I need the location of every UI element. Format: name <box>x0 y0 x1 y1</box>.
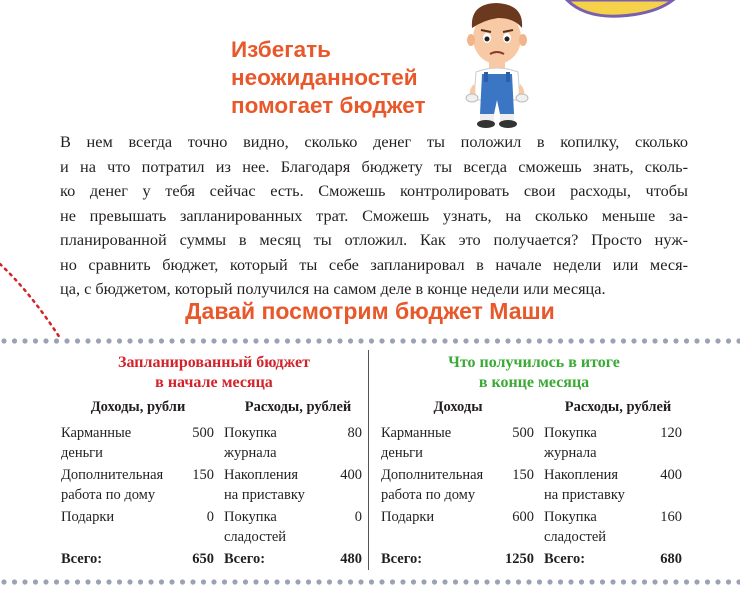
heading-line-1: Избегать <box>231 37 331 62</box>
divider-dot <box>22 338 27 343</box>
divider-dot <box>253 338 258 343</box>
divider-dot <box>327 579 332 584</box>
actual-title <box>378 353 690 393</box>
divider-dot <box>138 579 143 584</box>
divider-dot <box>642 338 647 343</box>
total-expense-label: Всего: <box>224 551 266 567</box>
divider-dot <box>180 338 185 343</box>
expense-label: Накопления на приставку <box>544 467 625 503</box>
divider-dot <box>589 338 594 343</box>
divider-dot <box>369 579 374 584</box>
divider-dot <box>558 579 563 584</box>
divider-dot <box>579 579 584 584</box>
boy-illustration <box>462 0 532 128</box>
income-value: 150 <box>512 467 534 483</box>
divider-dot <box>96 338 101 343</box>
divider-dot <box>432 579 437 584</box>
divider-dot <box>484 579 489 584</box>
divider-dot <box>673 338 678 343</box>
total-income-value: 650 <box>192 551 214 567</box>
divider-dot <box>201 579 206 584</box>
heading-line-3: помогает бюджет <box>231 93 426 118</box>
divider-dot <box>295 579 300 584</box>
divider-dot <box>211 338 216 343</box>
divider-dot <box>495 579 500 584</box>
divider-dot <box>411 579 416 584</box>
divider-dot <box>64 338 69 343</box>
actual-column-headers <box>378 399 690 423</box>
divider-dot <box>705 338 710 343</box>
divider-dot <box>85 579 90 584</box>
divider-dot <box>316 338 321 343</box>
divider-dot <box>516 338 521 343</box>
divider-dot <box>421 338 426 343</box>
divider-dot <box>64 579 69 584</box>
paragraph-line: не превышать запланированных трат. Сможешь узнать, на сколько меньше за- <box>60 205 688 225</box>
divider-dot <box>421 579 426 584</box>
expense-label: Накопления на приставку <box>224 467 305 503</box>
divider-dot <box>1 338 6 343</box>
divider-dot <box>495 338 500 343</box>
income-value: 600 <box>512 509 534 525</box>
divider-dot <box>442 338 447 343</box>
divider-dot <box>379 579 384 584</box>
divider-dot <box>169 338 174 343</box>
divider-dot <box>54 338 59 343</box>
table-row <box>378 465 690 507</box>
divider-dot <box>54 579 59 584</box>
total-label: Всего: <box>61 551 103 567</box>
paragraph-line: В нем всегда точно видно, сколько денег ты положил в копилку, сколько <box>60 132 688 151</box>
divider-dot <box>631 338 636 343</box>
divider-dot <box>537 579 542 584</box>
divider-dot <box>358 338 363 343</box>
planned-title-line-2: в начале месяца <box>155 374 273 391</box>
expense-value: 400 <box>340 467 362 483</box>
dotted-divider-top <box>0 337 740 345</box>
divider-dot <box>568 338 573 343</box>
divider-dot <box>526 579 531 584</box>
paragraph-line: ца, с бюджетом, который получился на самом деле в конце недели или месяца. <box>60 279 606 298</box>
divider-dot <box>537 338 542 343</box>
expense-value: 120 <box>660 425 682 441</box>
expense-label: Покупка журнала <box>224 425 277 461</box>
income-label: Дополнительная работа по дому <box>61 467 164 503</box>
divider-dot <box>600 338 605 343</box>
divider-dot <box>159 579 164 584</box>
divider-dot <box>306 338 311 343</box>
income-label: Карманные деньги <box>381 425 452 461</box>
divider-dot <box>715 338 720 343</box>
divider-dot <box>285 338 290 343</box>
divider-dot <box>453 338 458 343</box>
table-row <box>58 507 370 549</box>
divider-dot <box>33 338 38 343</box>
divider-dot <box>526 338 531 343</box>
income-label: Подарки <box>61 509 115 525</box>
divider-dot <box>243 338 248 343</box>
divider-dot <box>327 338 332 343</box>
expense-value: 400 <box>660 467 682 483</box>
divider-dot <box>201 338 206 343</box>
divider-dot <box>432 338 437 343</box>
divider-dot <box>663 338 668 343</box>
divider-dot <box>1 579 6 584</box>
divider-dot <box>736 338 740 343</box>
income-value: 500 <box>192 425 214 441</box>
divider-dot <box>106 338 111 343</box>
total-expense-value: 680 <box>660 551 682 567</box>
income-value: 150 <box>192 467 214 483</box>
divider-dot <box>148 579 153 584</box>
divider-dot <box>253 579 258 584</box>
divider-dot <box>148 338 153 343</box>
divider-dot <box>547 338 552 343</box>
divider-dot <box>180 579 185 584</box>
divider-dot <box>348 338 353 343</box>
paragraph-line: ко денег у тебя сейчас есть. Сможешь контролировать свои расходы, чтобы <box>60 181 688 200</box>
actual-budget-panel <box>378 353 690 573</box>
expense-value: 160 <box>660 509 682 525</box>
income-header: Доходы <box>433 399 483 415</box>
divider-dot <box>190 579 195 584</box>
divider-dot <box>453 579 458 584</box>
divider-dot <box>285 579 290 584</box>
divider-dot <box>274 579 279 584</box>
divider-dot <box>306 579 311 584</box>
total-row <box>378 549 690 573</box>
divider-dot <box>96 579 101 584</box>
divider-dot <box>43 338 48 343</box>
divider-dot <box>621 579 626 584</box>
divider-dot <box>516 579 521 584</box>
divider-dot <box>159 338 164 343</box>
divider-dot <box>505 579 510 584</box>
intro-paragraph <box>60 130 688 302</box>
income-label: Карманные деньги <box>61 425 132 461</box>
planned-budget-panel <box>58 353 370 573</box>
divider-dot <box>726 579 731 584</box>
divider-dot <box>610 338 615 343</box>
divider-dot <box>579 338 584 343</box>
table-row <box>58 465 370 507</box>
divider-dot <box>75 579 80 584</box>
divider-dot <box>379 338 384 343</box>
expense-header: Расходы, рублей <box>564 399 672 415</box>
divider-dot <box>684 338 689 343</box>
heading-line-2: неожиданностей <box>231 65 418 90</box>
divider-dot <box>85 338 90 343</box>
planned-title-line-1: Запланированный бюджет <box>118 354 310 371</box>
divider-dot <box>505 338 510 343</box>
divider-dot <box>463 338 468 343</box>
planned-column-headers <box>58 399 370 423</box>
divider-dot <box>400 338 405 343</box>
divider-dot <box>694 338 699 343</box>
divider-dot <box>726 338 731 343</box>
income-label: Дополнительная работа по дому <box>381 467 484 503</box>
divider-dot <box>264 338 269 343</box>
divider-dot <box>652 338 657 343</box>
dotted-divider-bottom <box>0 578 740 586</box>
divider-dot <box>631 579 636 584</box>
paragraph-line: но сравнить бюджет, который ты себе запланировал в начале недели или меся- <box>60 254 688 274</box>
actual-title-line-1: Что получилось в итоге <box>448 354 620 371</box>
expense-label: Покупка сладостей <box>224 509 287 545</box>
divider-dot <box>694 579 699 584</box>
divider-dot <box>316 579 321 584</box>
divider-dot <box>348 579 353 584</box>
divider-dot <box>12 338 17 343</box>
table-row <box>378 423 690 465</box>
income-value: 500 <box>512 425 534 441</box>
divider-dot <box>12 579 17 584</box>
table-row <box>378 507 690 549</box>
total-expense-value: 480 <box>340 551 362 567</box>
divider-dot <box>610 579 615 584</box>
divider-dot <box>463 579 468 584</box>
divider-dot <box>589 579 594 584</box>
divider-dot <box>33 579 38 584</box>
divider-dot <box>390 338 395 343</box>
paragraph-line: и на что потратил из нее. Благодаря бюджету ты всегда сможешь знать, сколь- <box>60 156 688 176</box>
divider-dot <box>558 338 563 343</box>
divider-dot <box>295 338 300 343</box>
divider-dot <box>715 579 720 584</box>
divider-dot <box>736 579 740 584</box>
divider-dot <box>264 579 269 584</box>
divider-dot <box>169 579 174 584</box>
divider-dot <box>274 338 279 343</box>
divider-dot <box>117 338 122 343</box>
divider-dot <box>484 338 489 343</box>
income-label: Подарки <box>381 509 435 525</box>
divider-dot <box>568 579 573 584</box>
total-expense-label: Всего: <box>544 551 586 567</box>
divider-dot <box>337 338 342 343</box>
expense-label: Покупка журнала <box>544 425 597 461</box>
divider-dot <box>411 338 416 343</box>
total-income-value: 1250 <box>505 551 534 567</box>
divider-dot <box>705 579 710 584</box>
divider-dot <box>75 338 80 343</box>
divider-dot <box>642 579 647 584</box>
paragraph-line: планированной суммы в месяц ты отложил. Как это получается? Просто нуж- <box>60 230 688 249</box>
divider-dot <box>663 579 668 584</box>
total-label: Всего: <box>381 551 423 567</box>
section-subtitle: Давай посмотрим бюджет Маши <box>185 298 555 324</box>
divider-dot <box>474 338 479 343</box>
divider-dot <box>621 338 626 343</box>
divider-dot <box>43 579 48 584</box>
total-row <box>58 549 370 573</box>
divider-dot <box>673 579 678 584</box>
divider-dot <box>547 579 552 584</box>
actual-title-line-2: в конце месяца <box>478 374 590 391</box>
planned-title <box>58 353 370 393</box>
divider-dot <box>474 579 479 584</box>
income-value: 0 <box>206 509 214 525</box>
divider-dot <box>127 579 132 584</box>
divider-dot <box>358 579 363 584</box>
divider-dot <box>390 579 395 584</box>
divider-dot <box>22 579 27 584</box>
expense-label: Покупка сладостей <box>544 509 607 545</box>
decorative-blob <box>565 0 675 22</box>
divider-dot <box>232 338 237 343</box>
income-header: Доходы, рубли <box>90 399 186 415</box>
divider-dot <box>243 579 248 584</box>
divider-dot <box>117 579 122 584</box>
expense-value: 80 <box>347 425 362 441</box>
divider-dot <box>106 579 111 584</box>
divider-dot <box>127 338 132 343</box>
divider-dot <box>337 579 342 584</box>
divider-dot <box>600 579 605 584</box>
expense-value: 0 <box>354 509 362 525</box>
divider-dot <box>138 338 143 343</box>
table-row <box>58 423 370 465</box>
divider-dot <box>211 579 216 584</box>
divider-dot <box>684 579 689 584</box>
divider-dot <box>222 579 227 584</box>
expense-header: Расходы, рублей <box>244 399 352 415</box>
heading <box>231 36 426 120</box>
divider-dot <box>442 579 447 584</box>
divider-dot <box>232 579 237 584</box>
divider-dot <box>190 338 195 343</box>
divider-dot <box>652 579 657 584</box>
divider-dot <box>222 338 227 343</box>
divider-dot <box>400 579 405 584</box>
divider-dot <box>369 338 374 343</box>
